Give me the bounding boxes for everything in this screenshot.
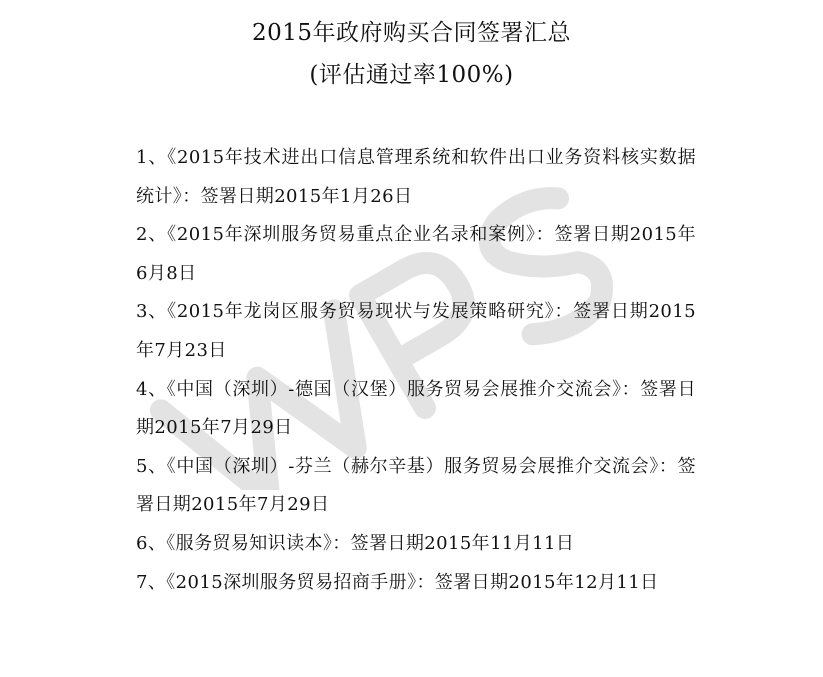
list-item: [136, 139, 696, 216]
list-item: [136, 564, 696, 603]
list-item: [136, 293, 696, 370]
item-number: 7、: [136, 571, 167, 593]
item-text: 《服务贸易知识读本》：签署日期2015年11月11日: [166, 532, 575, 554]
document-title: 2015年政府购买合同签署汇总: [251, 20, 572, 46]
list-item: [136, 448, 696, 525]
item-text: 《2015年龙岗区服务贸易现状与发展策略研究》：签署日期2015年7月23日: [136, 301, 696, 361]
item-number: 6、: [136, 532, 167, 554]
document-subtitle: (评估通过率100%): [309, 62, 514, 88]
item-number: 3、: [136, 301, 168, 323]
list-item: [136, 371, 696, 448]
item-text: 《中国（深圳）-芬兰（赫尔辛基）服务贸易会展推介交流会》：签署日期2015年7月29日: [136, 455, 696, 516]
item-text: 《2015深圳服务贸易招商手册》：签署日期2015年12月11日: [166, 571, 659, 593]
list-item: [136, 525, 696, 564]
item-number: 4、: [136, 378, 167, 400]
item-number: 5、: [136, 455, 167, 477]
item-number: 1、: [136, 147, 168, 168]
item-text: 《2015年技术进出口信息管理系统和软件出口业务资料核实数据统计》：签署日期2015年1月26日: [136, 147, 696, 207]
item-text: 《中国（深圳）-德国（汉堡）服务贸易会展推介交流会》：签署日期2015年7月29日: [136, 378, 696, 439]
list-item: [136, 216, 696, 293]
contract-list: [136, 139, 696, 602]
item-text: 《2015年深圳服务贸易重点企业名录和案例》：签署日期2015年6月8日: [136, 224, 696, 284]
item-number: 2、: [136, 224, 168, 246]
